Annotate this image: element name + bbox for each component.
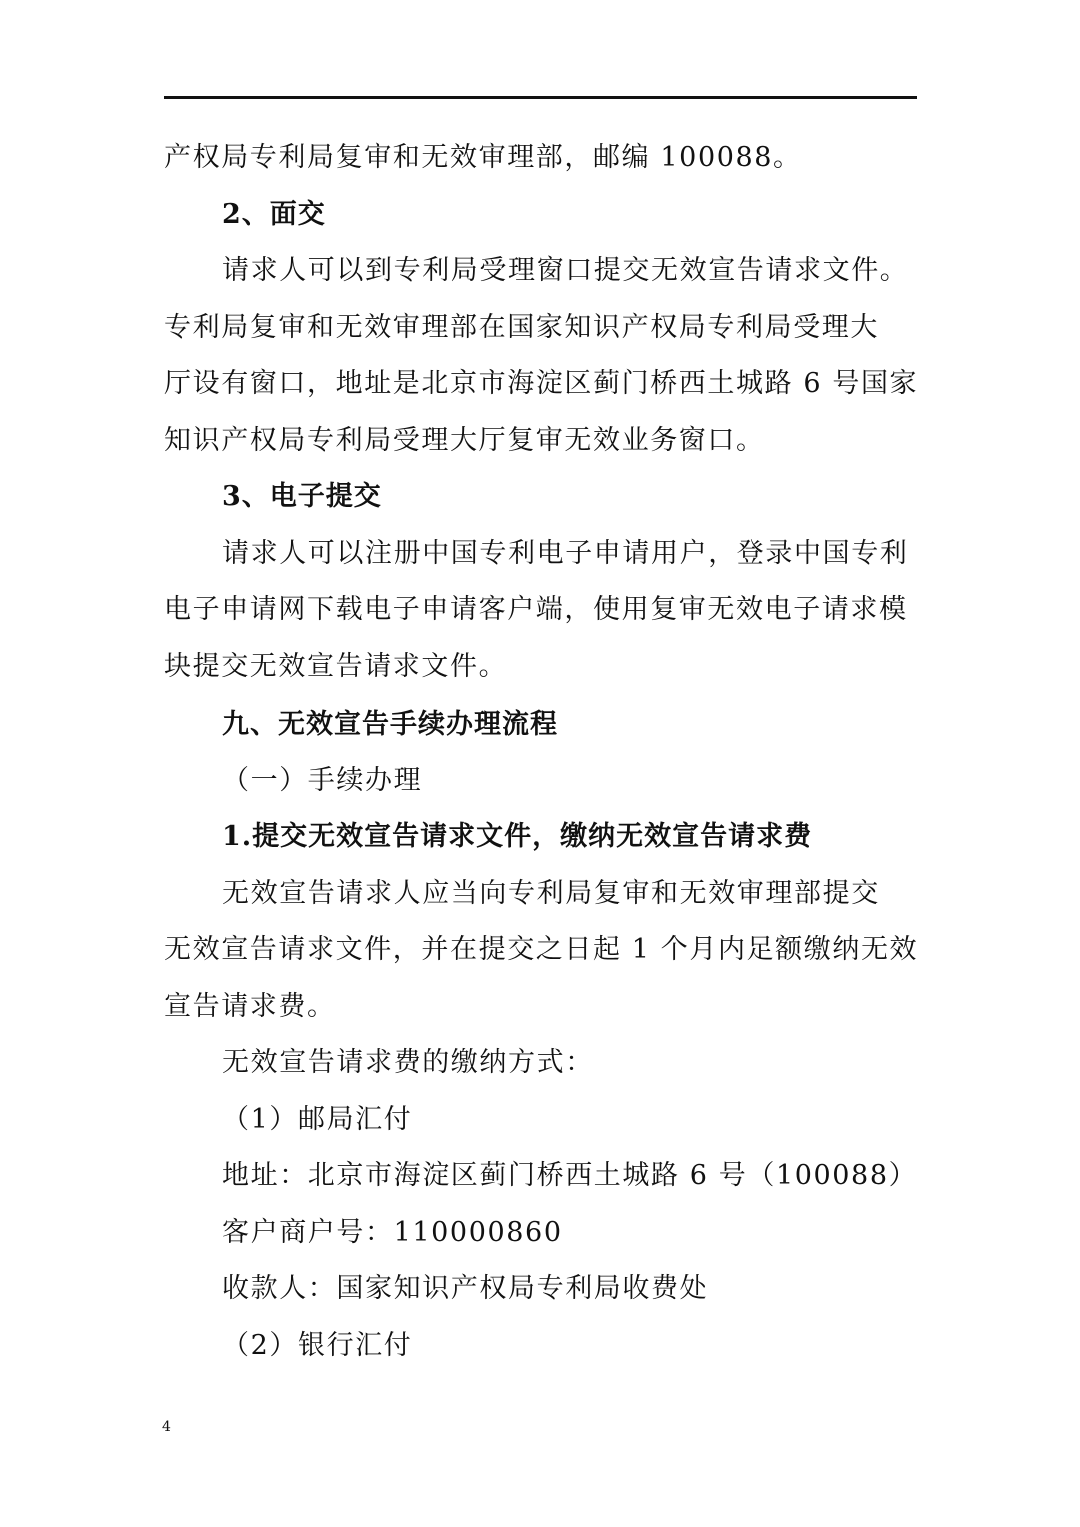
- page-number: 4: [162, 1419, 171, 1435]
- paragraph-line: 专利局复审和无效审理部在国家知识产权局专利局受理大: [164, 312, 879, 343]
- paragraph-line: 无效宣告请求文件，并在提交之日起 1 个月内足额缴纳无效: [164, 934, 919, 965]
- paragraph-line: 电子申请网下载电子申请客户端，使用复审无效电子请求模: [164, 594, 908, 625]
- section-heading: 3、电子提交: [222, 481, 382, 512]
- paragraph-line: 厅设有窗口，地址是北京市海淀区蓟门桥西土城路 6 号国家: [164, 368, 919, 399]
- chapter-heading: 九、无效宣告手续办理流程: [222, 709, 558, 740]
- paragraph-line: 无效宣告请求费的缴纳方式：: [222, 1047, 594, 1078]
- subsection-heading: （一）手续办理: [222, 765, 423, 796]
- address-line: 地址：北京市海淀区蓟门桥西土城路 6 号（100088）: [222, 1160, 918, 1191]
- header-rule: [164, 96, 917, 99]
- paragraph-line: 知识产权局专利局受理大厅复审无效业务窗口。: [164, 425, 765, 456]
- paragraph-line: 无效宣告请求人应当向专利局复审和无效审理部提交: [222, 878, 880, 909]
- step-heading: 1.提交无效宣告请求文件，缴纳无效宣告请求费: [222, 821, 813, 852]
- section-heading: 2、面交: [222, 199, 326, 230]
- list-item: （1）邮局汇付: [222, 1104, 413, 1135]
- merchant-number-line: 客户商户号：110000860: [222, 1217, 563, 1248]
- paragraph-line: 请求人可以到专利局受理窗口提交无效宣告请求文件。: [222, 255, 909, 286]
- paragraph-line: 块提交无效宣告请求文件。: [164, 651, 508, 682]
- paragraph-line: 请求人可以注册中国专利电子申请用户，登录中国专利: [222, 538, 909, 569]
- payee-line: 收款人：国家知识产权局专利局收费处: [222, 1273, 709, 1304]
- list-item: （2）银行汇付: [222, 1330, 413, 1361]
- paragraph-line: 宣告请求费。: [164, 991, 336, 1022]
- paragraph-line: 产权局专利局复审和无效审理部，邮编 100088。: [164, 142, 802, 173]
